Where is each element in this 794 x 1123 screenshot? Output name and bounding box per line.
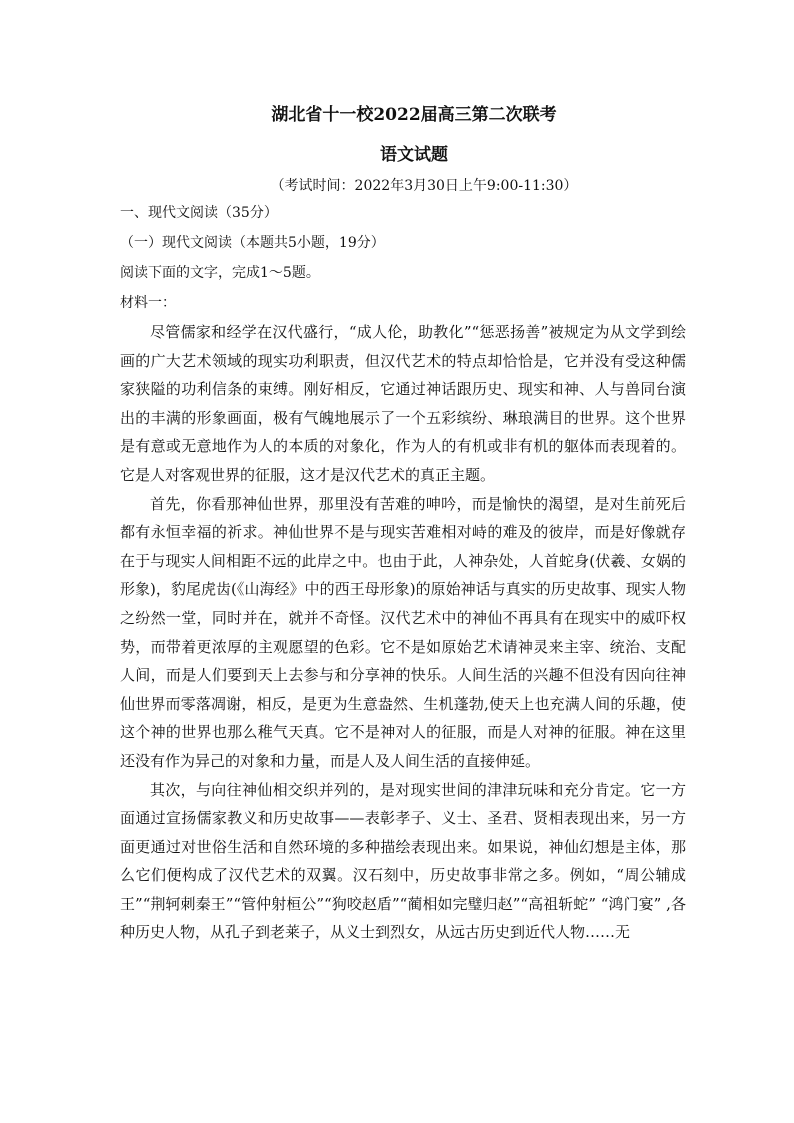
subsection-heading: （一）现代文阅读（本题共5小题，19分）: [120, 235, 385, 251]
passage-paragraph-3: 其次，与向往神仙相交织并列的，是对现实世间的津津玩味和充分肯定。它一方面通过宣扬儒家教义和历史故事——表彰孝子、义士、圣君、贤相表现出来，另一方面更通过对世俗生活和自然环境的多种描绘表现出来。如果说，神仙幻想是主体，那么它们便构成了汉代艺术的双翼。汉石刻中，历史故事非常之多。例如，“周公辅成王”“荆轲刺秦王”“管仲射桓公”“狗咬赵盾”“蔺相如完璧归赵”“高祖斩蛇” “鸿门宴” ,各种历史人物，从孔子到老莱子，从义士到烈女，从远古历史到近代人物……无: [120, 780, 686, 942]
reading-instruction: 阅读下面的文字，完成1～5题。: [120, 265, 320, 281]
exam-title: 湖北省十一校2022届高三第二次联考: [271, 105, 557, 125]
material-label: 材料一：: [120, 295, 176, 311]
subject-title: 语文试题: [380, 145, 448, 165]
section-heading: 一、现代文阅读（35分）: [120, 205, 278, 221]
exam-time: （考试时间：2022年3月30日上午9:00-11:30）: [270, 178, 578, 194]
passage-paragraph-1: 尽管儒家和经学在汉代盛行，“成人伦，助教化”“惩恶扬善”被规定为从文学到绘画的广大艺术领域的现实功利职责，但汉代艺术的特点却恰恰是，它并没有受这种儒家狭隘的功利信条的束缚。刚好相反，它通过神话跟历史、现实和神、人与兽同台演出的丰满的形象画面，极有气魄地展示了一个五彩缤纷、琳琅满目的世界。这个世界是有意或无意地作为人的本质的对象化，作为人的有机或非有机的躯体而表现着的。它是人对客观世界的征服，这才是汉代艺术的真正主题。: [120, 323, 686, 484]
reading-passage: [120, 318, 686, 947]
passage-paragraph-2: 首先，你看那神仙世界，那里没有苦难的呻吟，而是愉快的渴望，是对生前死后都有永恒幸福的祈求。神仙世界不是与现实苦难相对峙的难及的彼岸，而是好像就存在于与现实人间相距不远的此岸之中。也由于此，人神杂处，人首蛇身(伏羲、女娲的形象)，豹尾虎齿(《山海经》中的西王母形象)的原始神话与真实的历史故事、现实人物之纷然一堂，同时并在，就并不奇怪。汉代艺术中的神仙不再具有在现实中的威吓权势，而带着更浓厚的主观愿望的色彩。它不是如原始艺术请神灵来主宰、统治、支配人间，而是人们要到天上去参与和分享神的快乐。人间生活的兴趣不但没有因向往神仙世界而零落凋谢，相反，是更为生意盎然、生机蓬勃,使天上也充满人间的乐趣，使这个神的世界也那么稚气天真。它不是神对人的征服，而是人对神的征服。神在这里还没有作为异己的对象和力量，而是人及人间生活的直接伸延。: [120, 494, 686, 770]
document-page: [120, 100, 686, 947]
